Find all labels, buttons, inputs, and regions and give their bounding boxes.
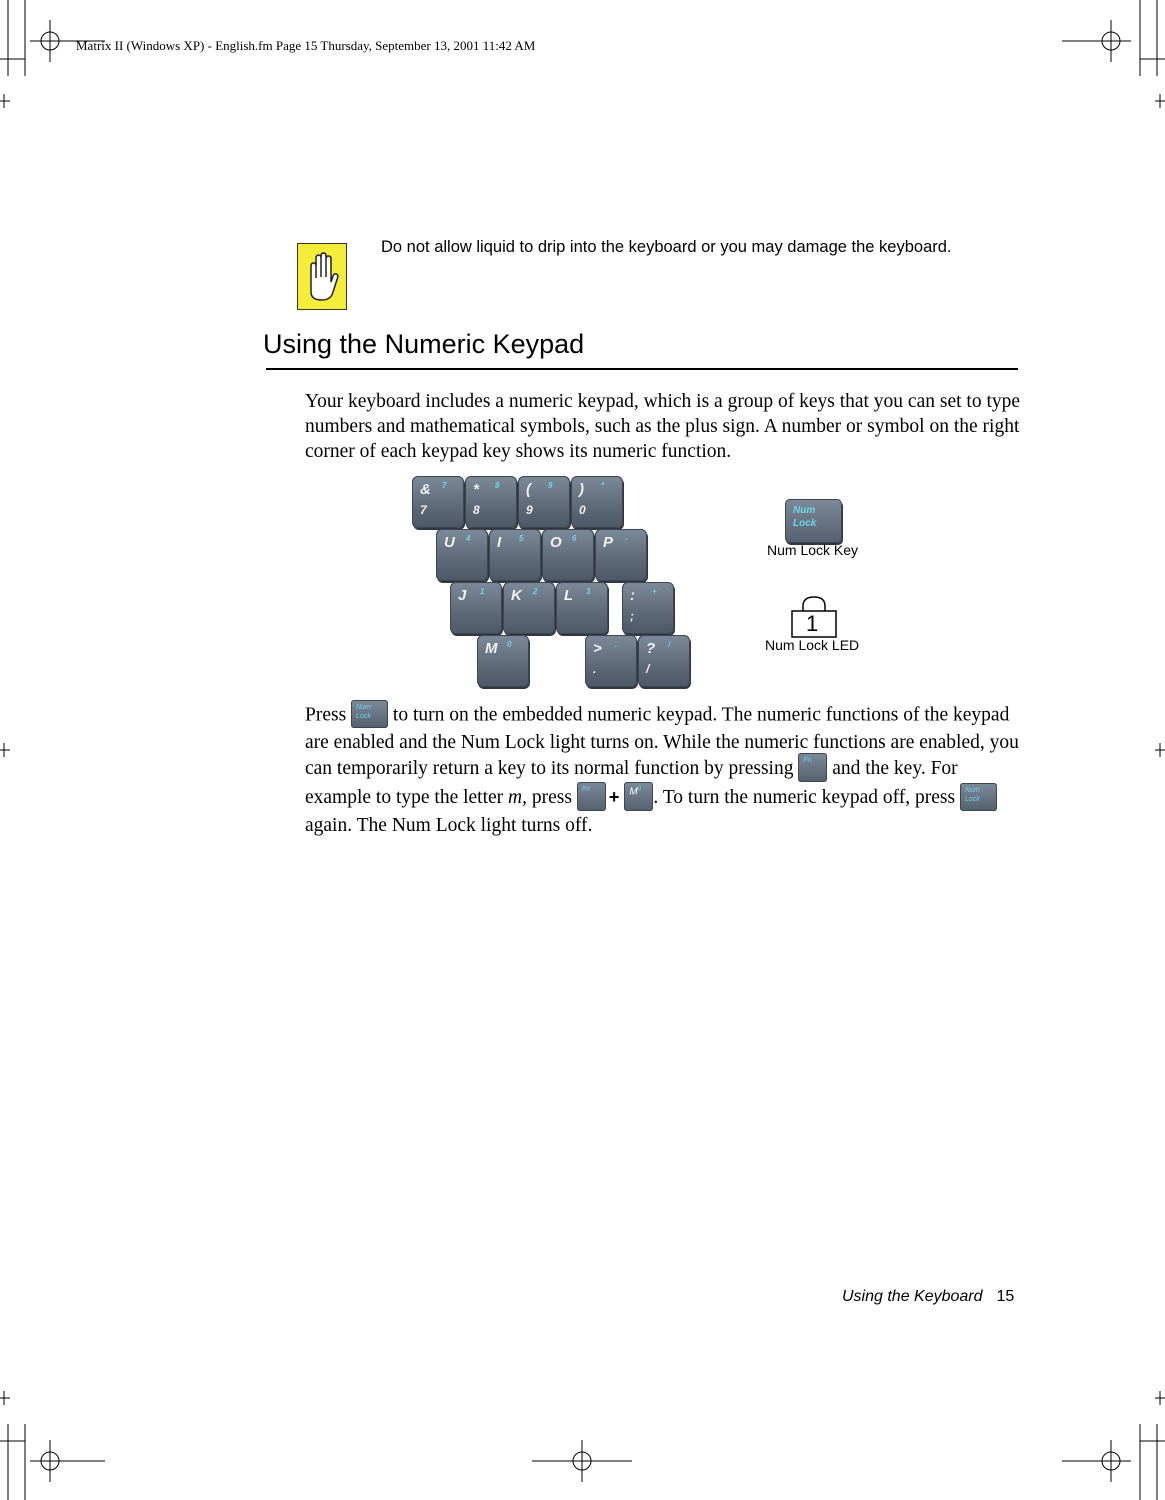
keypad-key (412, 476, 464, 528)
keypad-key (595, 529, 647, 581)
inline-m-label: M (629, 786, 638, 798)
keypad-key-main: & (420, 481, 431, 498)
fn-key-inline-2 (577, 782, 606, 811)
keypad-key-main: ( (526, 481, 531, 498)
keypad-key-main: K (511, 587, 522, 604)
intro-paragraph (305, 389, 1021, 464)
keypad-key-sub: 8 (473, 503, 480, 517)
keypad-key (477, 635, 529, 687)
keypad-key-num: 0 (507, 640, 512, 649)
keypad-key (489, 529, 541, 581)
keypad-key (585, 635, 637, 687)
num-lock-led-symbol: 1 (806, 611, 819, 636)
keypad-key-main: L (564, 587, 574, 604)
keypad-key-main: I (497, 534, 502, 551)
keypad-key-num: / (668, 640, 671, 649)
numeric-keypad-figure (410, 474, 692, 690)
keypad-key-main: ? (646, 640, 656, 657)
keypad-key-main: ) (579, 481, 584, 498)
keypad-key-main: P (603, 534, 614, 551)
num-lock-led-icon (791, 595, 837, 639)
inline-numlock2-line1: Num (964, 786, 980, 794)
keypad-key-num: 3 (586, 587, 591, 596)
keypad-key-num: 1 (480, 587, 485, 596)
page-header: Matrix II (Windows XP) - English.fm Page 15 Thursday, September 13, 2001 11:42 AM (76, 38, 536, 53)
keypad-key (556, 582, 608, 634)
num-lock-key-line2: Lock (793, 518, 817, 529)
page-footer (842, 1288, 1014, 1306)
keypad-key-main: : (630, 587, 635, 604)
keypad-key (542, 529, 594, 581)
keypad-key-main: > (593, 640, 602, 657)
num-lock-key-line1: Num (793, 505, 816, 516)
keypad-key-num: 7 (442, 481, 447, 490)
keypad-key-sub: ; (630, 609, 634, 623)
keypad-key-sub: / (646, 662, 650, 676)
keypad-key-main: J (458, 587, 467, 604)
instr-text-4: press (531, 786, 572, 808)
keypad-key (450, 582, 502, 634)
keypad-key-num: 4 (466, 534, 471, 543)
keypad-key-main: M (485, 640, 498, 657)
warning-text: Do not allow liquid to drip into the keyboard or you may damage the keyboard. (381, 238, 952, 256)
num-lock-key-caption: Num Lock Key (767, 542, 859, 558)
instr-text-6: again. The Num Lock light turns off. (305, 815, 593, 836)
inline-m-num: 0 (637, 786, 642, 792)
stop-hand-icon (297, 243, 347, 310)
keypad-key-num: 8 (495, 481, 500, 490)
keypad-key-main: O (550, 534, 562, 551)
keypad-key-sub: 0 (579, 503, 586, 517)
keypad-key-num: - (625, 534, 628, 543)
keypad-key-sub: 7 (420, 503, 427, 517)
inline-numlock-line2: Lock (356, 713, 371, 720)
keypad-key-sub: 9 (526, 503, 533, 517)
keypad-key (503, 582, 555, 634)
instr-text-1: Press (305, 704, 347, 726)
keypad-key (622, 582, 674, 634)
keypad-key-num: 9 (548, 481, 553, 490)
section-rule (266, 368, 1018, 370)
keypad-key-main: * (473, 481, 479, 498)
num-lock-led-caption: Num Lock LED (765, 637, 860, 653)
footer-chapter: Using the Keyboard (842, 1288, 983, 1305)
keypad-key (465, 476, 517, 528)
keypad-key (436, 529, 488, 581)
m-key-inline (624, 782, 653, 811)
inline-fn-label: Fn (803, 757, 812, 764)
instr-text-2: to turn on the embedded numeric keypad. The numeric functions of the keypad are enabled and the Num Lock light turns on. While the numeric functions are enabled, you can temporarily return a key to its normal function by pressing (305, 704, 1019, 779)
instr-letter: m, (508, 786, 528, 808)
inline-fn-label-2: Fn (581, 786, 591, 793)
keypad-key (571, 476, 623, 528)
keypad-key-num: 6 (572, 534, 577, 543)
num-lock-key-inline-2 (960, 783, 997, 811)
num-lock-key (785, 499, 842, 543)
keypad-key (638, 635, 690, 687)
keypad-key-num: 5 (519, 534, 524, 543)
instr-text-5: . To turn the numeric keypad off, press (653, 786, 956, 808)
page-number: 15 (996, 1288, 1015, 1305)
inline-numlock-line1: Num (356, 704, 371, 711)
plus-sign: + (608, 786, 620, 807)
fn-key-inline (798, 753, 827, 782)
section-title: Using the Numeric Keypad (263, 329, 585, 359)
instructions-paragraph (305, 702, 1021, 838)
intro-text: Your keyboard includes a numeric keypad, which is a group of keys that you can set to type numbers and mathematical symbols, such as the plus sign. A number or symbol on the right corner of each keypad key shows its numeric function. (305, 391, 1021, 462)
num-lock-key-inline (351, 700, 388, 728)
keypad-key-sub: . (593, 662, 597, 676)
keypad-key (518, 476, 570, 528)
keypad-key-num: + (652, 587, 657, 596)
instr-text-3: and the key. For example to type the letter (305, 757, 958, 808)
keypad-key-num: * (601, 481, 605, 490)
inline-numlock2-line2: Lock (964, 795, 980, 803)
keypad-key-main: U (444, 534, 455, 551)
keypad-key-num: . (615, 640, 618, 649)
keypad-key-num: 2 (533, 587, 538, 596)
